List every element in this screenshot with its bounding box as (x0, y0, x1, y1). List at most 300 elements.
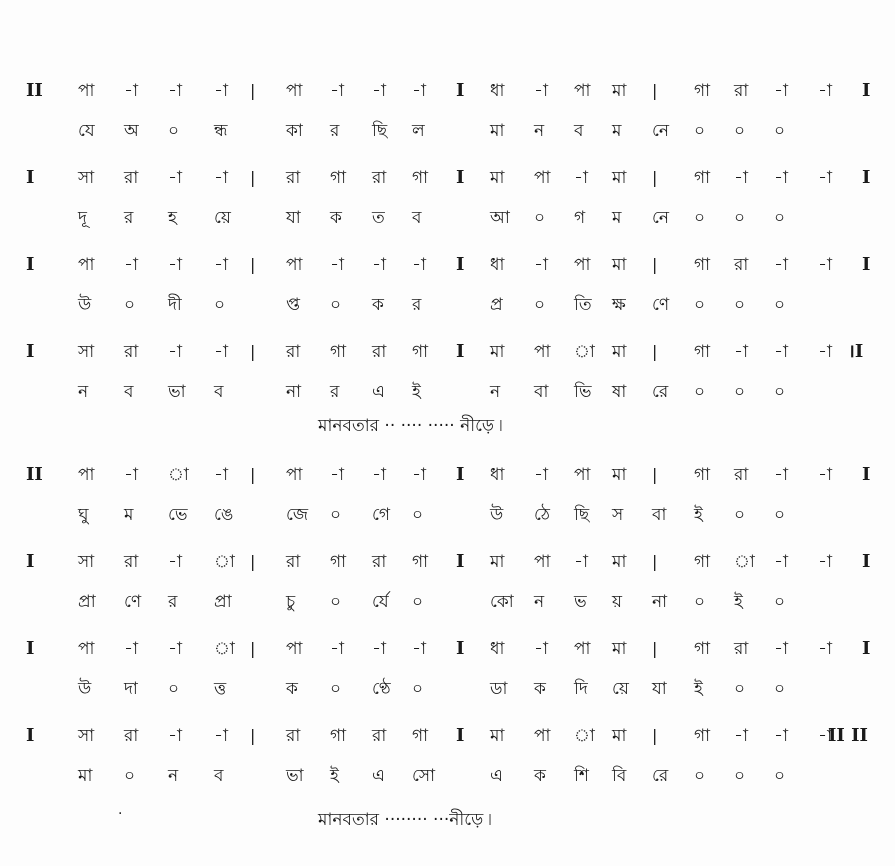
swara-note: -া (124, 81, 138, 101)
lyric-syllable: ০ (534, 208, 546, 228)
lyric-syllable: ০ (694, 121, 706, 141)
row-start-barline: I (26, 725, 35, 746)
swara-note: -া (734, 342, 748, 362)
lyric-syllable: দি (574, 679, 588, 699)
lyric-syllable: না (286, 382, 302, 402)
swara-note: গা (412, 342, 429, 362)
swara-note: া (574, 342, 595, 362)
swara-line (0, 547, 895, 577)
swara-note: গা (330, 168, 347, 188)
lyric-syllable: ভা (168, 382, 186, 402)
lyric-syllable: র (330, 121, 340, 141)
lyric-syllable: ন (78, 382, 89, 402)
lyric-syllable: ম (124, 505, 134, 525)
lyric-syllable: ই (412, 382, 421, 402)
swara-line (0, 163, 895, 193)
lyric-syllable: য়ে (612, 679, 629, 699)
lyric-syllable: ই (734, 592, 743, 612)
lyric-syllable: চু (286, 592, 296, 612)
swara-note: রা (372, 726, 387, 746)
row-start-barline: I (26, 638, 35, 659)
swara-note: -া (774, 255, 788, 275)
swara-note: মা (612, 465, 627, 485)
barline: I (862, 167, 871, 188)
swara-note: রা (286, 726, 301, 746)
swara-note: রা (286, 168, 301, 188)
swara-note: -া (214, 465, 228, 485)
swara-note: ধা (490, 465, 505, 485)
lyric-syllable: বা (534, 382, 549, 402)
lyric-syllable: নে (652, 121, 670, 141)
lyric-syllable: ভি (574, 382, 592, 402)
swara-note: রা (372, 552, 387, 572)
lyric-syllable: ০ (774, 382, 786, 402)
lyric-line (0, 377, 895, 407)
swara-note: -া (372, 81, 386, 101)
barline: I (862, 80, 871, 101)
lyric-syllable: ০ (694, 208, 706, 228)
swara-line (0, 250, 895, 280)
swara-note: সা (78, 342, 95, 362)
lyric-line (0, 116, 895, 146)
lyric-syllable: ডা (490, 679, 508, 699)
lyric-syllable: বা (652, 505, 667, 525)
lyric-syllable: উ (78, 679, 92, 699)
lyric-syllable: ঘু (78, 505, 89, 525)
swara-note: রা (734, 465, 749, 485)
lyric-syllable: ক (534, 766, 546, 786)
swara-line (0, 460, 895, 490)
lyric-syllable: ০ (734, 766, 746, 786)
swara-note: মা (612, 552, 627, 572)
swara-note: -া (372, 255, 386, 275)
swara-note: গা (412, 726, 429, 746)
lyric-syllable: ০ (694, 592, 706, 612)
lyric-syllable: র্যে (372, 592, 389, 612)
barline: | (250, 465, 256, 484)
swara-note: -া (734, 726, 748, 746)
swara-note: ধা (490, 255, 505, 275)
swara-note: -া (734, 168, 748, 188)
lyric-syllable: ০ (412, 505, 424, 525)
swara-note: া (168, 465, 189, 485)
swara-note: া (574, 726, 595, 746)
swara-line (0, 76, 895, 106)
swara-note: -া (372, 465, 386, 485)
lyric-syllable: ০ (124, 295, 136, 315)
barline: I (456, 551, 465, 572)
lyric-syllable: রে (652, 766, 669, 786)
swara-note: গা (694, 639, 711, 659)
swara-note: মা (612, 639, 627, 659)
lyric-syllable: ই (330, 766, 339, 786)
swara-note: পা (286, 639, 303, 659)
swara-note: -া (330, 81, 344, 101)
barline: | (652, 168, 658, 187)
lyric-syllable: ০ (734, 208, 746, 228)
lyric-syllable: ০ (694, 382, 706, 402)
barline: I (456, 341, 465, 362)
barline: | (652, 81, 658, 100)
lyric-syllable: ০ (330, 505, 342, 525)
swara-note: রা (286, 342, 301, 362)
barline: II II (828, 725, 868, 746)
barline: I (456, 725, 465, 746)
lyric-syllable: ০ (734, 382, 746, 402)
lyric-syllable: ক্ষ (612, 295, 626, 315)
lyric-syllable: ০ (774, 121, 786, 141)
swara-note: -া (412, 639, 426, 659)
barline: I (862, 551, 871, 572)
swara-note: -া (818, 342, 832, 362)
lyric-syllable: ব (124, 382, 134, 402)
swara-note: পা (286, 255, 303, 275)
barline: ।I (848, 341, 864, 362)
swara-note: -া (534, 465, 548, 485)
lyric-syllable: দূ (78, 208, 87, 228)
swara-note: -া (168, 552, 182, 572)
swara-note: -া (412, 255, 426, 275)
lyric-syllable: রে (652, 382, 669, 402)
lyric-syllable: ব (214, 382, 224, 402)
swara-note: রা (734, 81, 749, 101)
lyric-syllable: ০ (412, 679, 424, 699)
lyric-syllable: বি (612, 766, 627, 786)
barline: | (250, 726, 256, 745)
swara-note: -া (574, 168, 588, 188)
lyric-syllable: য় (612, 592, 623, 612)
swara-note: রা (124, 726, 139, 746)
barline: | (250, 168, 256, 187)
barline: | (652, 465, 658, 484)
lyric-syllable: অ (124, 121, 139, 141)
swara-note: সা (78, 552, 95, 572)
swara-note: মা (612, 342, 627, 362)
swara-note: মা (612, 168, 627, 188)
lyric-syllable: কো (490, 592, 514, 612)
swara-note: গা (330, 342, 347, 362)
swara-line (0, 634, 895, 664)
swara-note: গা (694, 465, 711, 485)
lyric-line (0, 203, 895, 233)
lyric-line (0, 761, 895, 791)
swara-note: -া (774, 342, 788, 362)
lyric-syllable: স (612, 505, 624, 525)
swara-note: া (214, 552, 235, 572)
swara-note: পা (78, 639, 95, 659)
barline: I (862, 254, 871, 275)
lyric-syllable: আ (490, 208, 510, 228)
swara-note: -া (168, 726, 182, 746)
swara-note: ধা (490, 81, 505, 101)
swara-note: -া (818, 465, 832, 485)
lyric-syllable: ছি (372, 121, 388, 141)
lyric-syllable: ০ (774, 766, 786, 786)
lyric-syllable: ত্ত (214, 679, 227, 699)
swara-note: গা (412, 552, 429, 572)
lyric-syllable: মা (490, 121, 505, 141)
swara-note: পা (78, 255, 95, 275)
barline: I (456, 167, 465, 188)
lyric-syllable: র (330, 382, 340, 402)
row-start-barline: I (26, 551, 35, 572)
swara-note: -া (774, 81, 788, 101)
lyric-syllable: মা (78, 766, 93, 786)
lyric-syllable: ভ (574, 592, 587, 612)
barline: | (652, 726, 658, 745)
swara-note: সা (78, 726, 95, 746)
row-start-barline: I (26, 341, 35, 362)
swara-note: -া (124, 639, 138, 659)
swara-note: মা (490, 552, 505, 572)
lyric-syllable: কা (286, 121, 303, 141)
lyric-syllable: উ (78, 295, 92, 315)
swara-note: -া (412, 465, 426, 485)
swara-note: মা (612, 726, 627, 746)
lyric-syllable: ০ (774, 505, 786, 525)
lyric-syllable: ত (372, 208, 385, 228)
lyric-syllable: সো (412, 766, 436, 786)
lyric-syllable: যে (78, 121, 95, 141)
barline: | (250, 342, 256, 361)
swara-note: -া (818, 639, 832, 659)
swara-note: মা (490, 726, 505, 746)
lyric-syllable: ক (372, 295, 384, 315)
swara-note: মা (612, 81, 627, 101)
swara-note: -া (818, 726, 832, 746)
swara-note: -া (774, 552, 788, 572)
swara-note: পা (574, 639, 591, 659)
swara-note: পা (534, 552, 551, 572)
lyric-syllable: ০ (694, 766, 706, 786)
lyric-syllable: ন (490, 382, 501, 402)
lyric-syllable: ০ (330, 295, 342, 315)
lyric-syllable: ছি (574, 505, 590, 525)
barline: | (652, 255, 658, 274)
row-start-barline: II (26, 80, 43, 101)
lyric-syllable: ০ (330, 592, 342, 612)
swara-note: া (734, 552, 755, 572)
swara-note: -া (818, 552, 832, 572)
lyric-syllable: ণে (652, 295, 670, 315)
lyric-syllable: ই (694, 679, 703, 699)
swara-note: পা (534, 168, 551, 188)
swara-note: গা (694, 255, 711, 275)
swara-note: রা (124, 552, 139, 572)
lyric-syllable: য়ে (214, 208, 231, 228)
swara-note: -া (124, 465, 138, 485)
lyric-line (0, 587, 895, 617)
swara-note: মা (490, 168, 505, 188)
lyric-syllable: ম (612, 208, 622, 228)
lyric-syllable: দা (124, 679, 138, 699)
swara-note: -া (818, 168, 832, 188)
refrain-caption: মানবতার ·· ···· ····· নীড়ে ৷ (318, 416, 503, 436)
lyric-syllable: ণ্ঠে (372, 679, 391, 699)
lyric-syllable: প্রা (78, 592, 96, 612)
lyric-syllable: ০ (734, 295, 746, 315)
lyric-syllable: ০ (734, 121, 746, 141)
lyric-syllable: ০ (774, 208, 786, 228)
lyric-syllable: ঠে (534, 505, 550, 525)
barline: | (652, 639, 658, 658)
lyric-syllable: এ (372, 382, 385, 402)
lyric-syllable: ক (286, 679, 298, 699)
swara-note: রা (734, 639, 749, 659)
lyric-syllable: প্র (490, 295, 503, 315)
swara-note: পা (78, 81, 95, 101)
lyric-syllable: শি (574, 766, 589, 786)
lyric-syllable: উ (490, 505, 504, 525)
lyric-line (0, 290, 895, 320)
row-start-barline: II (26, 464, 43, 485)
swara-note: পা (534, 726, 551, 746)
swara-note: পা (574, 465, 591, 485)
lyric-syllable: গে (372, 505, 391, 525)
swara-note: পা (534, 342, 551, 362)
lyric-syllable: ব (214, 766, 224, 786)
lyric-syllable: ম (612, 121, 622, 141)
swara-note: -া (124, 255, 138, 275)
lyric-syllable: ০ (214, 295, 226, 315)
lyric-syllable: ভা (286, 766, 304, 786)
swara-note: -া (330, 255, 344, 275)
barline: I (862, 464, 871, 485)
swara-note: -া (168, 342, 182, 362)
swara-note: -া (214, 168, 228, 188)
swara-note: গা (694, 168, 711, 188)
lyric-syllable: ক (330, 208, 342, 228)
lyric-syllable: প্রা (214, 592, 232, 612)
barline: I (456, 254, 465, 275)
swara-note: সা (78, 168, 95, 188)
lyric-syllable: ব (412, 208, 422, 228)
swara-note: মা (612, 255, 627, 275)
swara-note: -া (574, 552, 588, 572)
swara-note: -া (774, 465, 788, 485)
lyric-syllable: ০ (694, 295, 706, 315)
lyric-syllable: ন (534, 121, 545, 141)
lyric-syllable: র (124, 208, 134, 228)
barline: | (652, 342, 658, 361)
lyric-syllable: র (168, 592, 178, 612)
swara-note: পা (78, 465, 95, 485)
swara-note: -া (214, 255, 228, 275)
barline: | (250, 255, 256, 274)
swara-note: -া (774, 726, 788, 746)
swara-note: -া (534, 81, 548, 101)
swara-note: -া (330, 639, 344, 659)
lyric-syllable: জে (286, 505, 309, 525)
lyric-syllable: ঙে (214, 505, 234, 525)
lyric-syllable: যা (652, 679, 667, 699)
swara-note: রা (372, 342, 387, 362)
barline: | (250, 552, 256, 571)
barline: I (456, 80, 465, 101)
lyric-syllable: ই (694, 505, 703, 525)
swara-note: গা (330, 726, 347, 746)
lyric-syllable: ০ (168, 679, 180, 699)
swara-note: -া (330, 465, 344, 485)
swara-note: গা (694, 81, 711, 101)
lyric-syllable: ০ (734, 679, 746, 699)
lyric-syllable: ০ (534, 295, 546, 315)
lyric-syllable: র (412, 295, 422, 315)
lyric-line (0, 674, 895, 704)
swara-note: রা (286, 552, 301, 572)
swara-note: -া (774, 168, 788, 188)
lyric-syllable: ০ (774, 295, 786, 315)
lyric-syllable: ল (412, 121, 425, 141)
lyric-syllable: ন (534, 592, 545, 612)
swara-note: রা (372, 168, 387, 188)
swara-note: মা (490, 342, 505, 362)
lyric-syllable: ০ (412, 592, 424, 612)
swara-note: রা (124, 342, 139, 362)
lyric-syllable: ০ (330, 679, 342, 699)
barline: I (862, 638, 871, 659)
swara-note: -া (168, 168, 182, 188)
lyric-syllable: দী (168, 295, 182, 315)
lyric-syllable: হ (168, 208, 177, 228)
lyric-syllable: এ (490, 766, 503, 786)
swara-note: -া (214, 726, 228, 746)
lyric-syllable: ক (534, 679, 546, 699)
barline: | (250, 81, 256, 100)
lyric-syllable: গ (574, 208, 586, 228)
swara-note: গা (694, 552, 711, 572)
barline: | (652, 552, 658, 571)
row-start-barline: I (26, 167, 35, 188)
swara-note: গা (330, 552, 347, 572)
lyric-syllable: ভে (168, 505, 188, 525)
lyric-syllable: ব (574, 121, 584, 141)
swara-note: -া (534, 639, 548, 659)
lyric-syllable: ০ (168, 121, 180, 141)
swara-note: গা (694, 726, 711, 746)
swara-note: -া (534, 255, 548, 275)
swara-note: -া (168, 639, 182, 659)
lyric-line (0, 500, 895, 530)
swara-note: া (214, 639, 235, 659)
lyric-syllable: ষা (612, 382, 627, 402)
lyric-syllable: ০ (734, 505, 746, 525)
swara-line (0, 337, 895, 367)
swara-note: রা (124, 168, 139, 188)
swara-note: পা (574, 81, 591, 101)
swara-note: -া (774, 639, 788, 659)
lyric-syllable: প্ত (286, 295, 300, 315)
lyric-syllable: না (652, 592, 668, 612)
row-start-barline: I (26, 254, 35, 275)
swara-note: গা (694, 342, 711, 362)
lyric-syllable: ০ (774, 679, 786, 699)
lyric-syllable: ০ (774, 592, 786, 612)
swara-note: -া (214, 81, 228, 101)
lyric-syllable: নে (652, 208, 670, 228)
lyric-syllable: ন (168, 766, 179, 786)
swara-note: পা (286, 81, 303, 101)
refrain-caption: মানবতার ········ ···নীড়ে ৷ (318, 810, 492, 830)
swara-line (0, 721, 895, 751)
lyric-syllable: এ (372, 766, 385, 786)
barline: | (250, 639, 256, 658)
swara-note: -া (214, 342, 228, 362)
lyric-syllable: তি (574, 295, 592, 315)
swara-note: -া (818, 255, 832, 275)
barline: I (456, 464, 465, 485)
swara-note: রা (734, 255, 749, 275)
